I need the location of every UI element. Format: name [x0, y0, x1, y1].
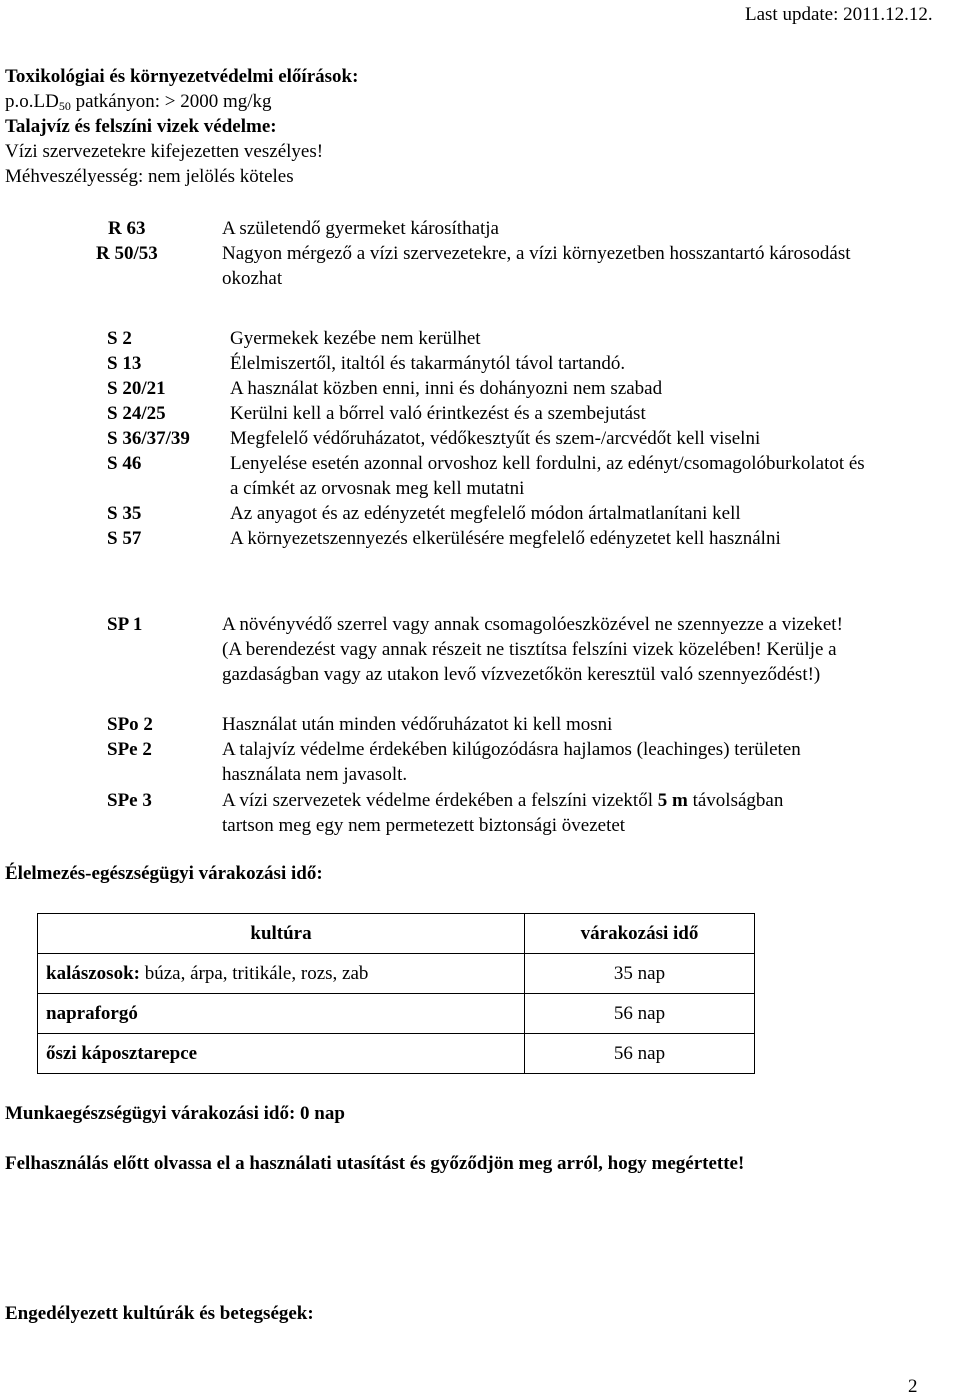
- crop-name: őszi káposztarepce: [46, 1042, 198, 1064]
- s-phrase-text: A használat közben enni, inni és dohányozni nem szabad: [230, 378, 663, 399]
- r-phrase-code: R 63: [108, 218, 146, 239]
- last-update: Last update: 2011.12.12.: [745, 4, 933, 25]
- column-header-culture: kultúra: [38, 914, 525, 954]
- table-header-row: [38, 914, 755, 954]
- sp-phrase-code: SP 1: [107, 614, 143, 635]
- period-cell: 56 nap: [525, 1034, 755, 1074]
- sp-phrase-code: SPe 3: [107, 790, 152, 811]
- crop-name: napraforgó: [46, 1002, 138, 1024]
- work-waiting-period: Munkaegészségügyi várakozási idő: 0 nap: [5, 1103, 345, 1124]
- spe3-text-end: távolságban tartson meg egy nem permetezett biztonsági övezetet: [222, 790, 784, 836]
- s-phrase-code: S 35: [107, 503, 142, 524]
- toxicology-heading: Toxikológiai és környezetvédelmi előírások:: [5, 66, 359, 87]
- sp-phrase-text: A növényvédő szerrel vagy annak csomagolóeszközével ne szennyezze a vizeket! (A berendezést vagy annak részeit ne tisztítsa felszíni vizek közelében! Kerülje a gazdaságban vagy az utakon levő vízvezetőkön keresztül való szennyeződést!): [222, 614, 843, 685]
- s-phrase-text: Lenyelése esetén azonnal orvoshoz kell fordulni, az edényt/csomagolóburkolatot és a címkét az orvosnak meg kell mutatni: [230, 453, 865, 499]
- crop-cell: [38, 1034, 525, 1074]
- r-phrase-text: A születendő gyermeket károsíthatja: [222, 218, 499, 239]
- s-phrase-code: S 24/25: [107, 403, 166, 424]
- s-phrase-code: S 13: [107, 353, 142, 374]
- sp-phrase-code: SPe 2: [107, 739, 152, 760]
- spe3-distance: 5 m: [657, 790, 688, 811]
- crop-cell: [38, 954, 525, 994]
- s-phrase-code: S 46: [107, 453, 142, 474]
- approved-crops-heading: Engedélyezett kultúrák és betegségek:: [5, 1303, 314, 1324]
- sp-phrase-text: Használat után minden védőruházatot ki kell mosni: [222, 714, 613, 735]
- ld50-prefix: p.o.LD: [5, 91, 59, 112]
- table-row: [38, 954, 755, 994]
- r-phrase-code: R 50/53: [96, 243, 158, 264]
- aquatic-warning: Vízi szervezetekre kifejezetten veszélyes!: [5, 141, 324, 162]
- table-row: [38, 1034, 755, 1074]
- water-heading: Talajvíz és felszíni vizek védelme:: [5, 116, 277, 137]
- read-instructions-notice: Felhasználás előtt olvassa el a használati utasítást és győződjön meg arról, hogy megértette!: [5, 1153, 745, 1174]
- s-phrase-text: Kerülni kell a bőrrel való érintkezést és a szembejutást: [230, 403, 646, 424]
- crop-name: kalászosok:: [46, 962, 140, 984]
- sp-phrase-code: SPo 2: [107, 714, 153, 735]
- r-phrase-text: Nagyon mérgező a vízi szervezetekre, a vízi környezetben hosszantartó károsodást okozhat: [222, 243, 851, 289]
- waiting-period-table: [37, 913, 755, 1074]
- column-header-period: várakozási idő: [525, 914, 755, 954]
- crop-cell: [38, 994, 525, 1034]
- s-phrase-text: Élelmiszertől, italtól és takarmánytól távol tartandó.: [230, 353, 626, 374]
- table-row: [38, 994, 755, 1034]
- s-phrase-text: A környezetszennyezés elkerülésére megfelelő edényzetet kell használni: [230, 528, 781, 549]
- ld50-suffix: patkányon: > 2000 mg/kg: [70, 91, 272, 112]
- crop-detail: búza, árpa, tritikále, rozs, zab: [139, 962, 369, 984]
- s-phrase-code: S 36/37/39: [107, 428, 190, 449]
- s-phrase-text: Megfelelő védőruházatot, védőkesztyűt és szem-/arcvédőt kell viselni: [230, 428, 761, 449]
- s-phrase-text: Az anyagot és az edényzetét megfelelő módon ártalmatlanítani kell: [230, 503, 741, 524]
- ld50-subscript: 50: [58, 99, 71, 113]
- bee-hazard: Méhveszélyesség: nem jelölés köteles: [5, 166, 294, 187]
- food-waiting-heading: Élelmezés-egészségügyi várakozási idő:: [5, 863, 323, 884]
- period-cell: 56 nap: [525, 994, 755, 1034]
- s-phrase-code: S 20/21: [107, 378, 166, 399]
- s-phrase-text: Gyermekek kezébe nem kerülhet: [230, 328, 481, 349]
- period-cell: 35 nap: [525, 954, 755, 994]
- s-phrase-code: S 57: [107, 528, 142, 549]
- sp-phrase-text: A talajvíz védelme érdekében kilúgozódásra hajlamos (leachinges) területen használata nem javasolt.: [222, 739, 801, 785]
- sp-phrase-text: [222, 788, 797, 838]
- page-number: 2: [908, 1376, 918, 1397]
- spe3-text-start: A vízi szervezetek védelme érdekében a felszíni vizektől: [222, 790, 658, 811]
- ld50-line: [5, 89, 272, 114]
- s-phrase-code: S 2: [107, 328, 132, 349]
